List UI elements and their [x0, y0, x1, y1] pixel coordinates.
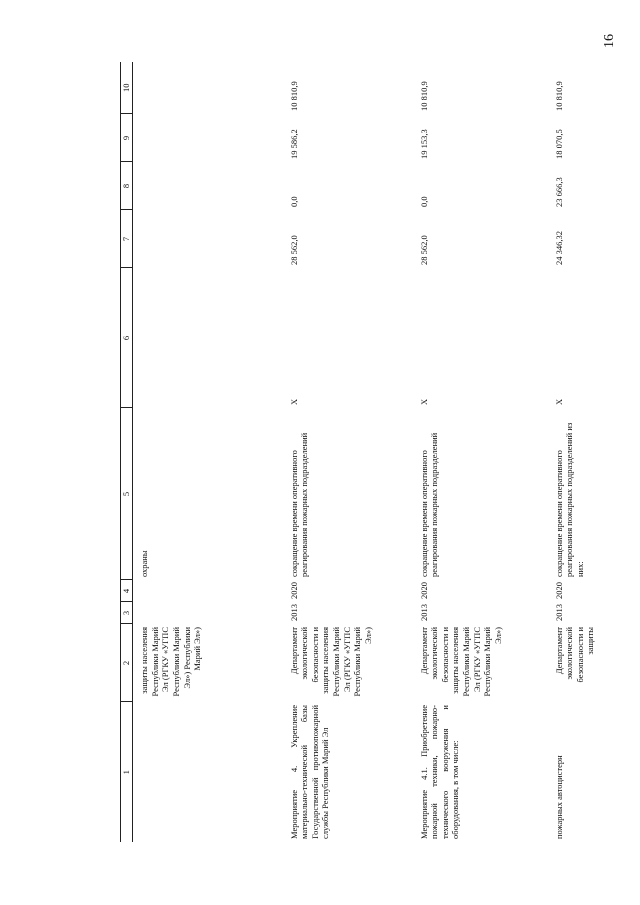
cell-value-10	[133, 62, 283, 114]
cell-value-8: 0,0	[288, 196, 299, 207]
table-row	[283, 62, 413, 842]
cell-indicator	[133, 268, 283, 408]
cell-executor: Департамент экологической безопасности и защиты	[553, 627, 596, 683]
cell-value-8: 23 666,3	[553, 177, 564, 207]
cell-end-year: 2020	[288, 582, 299, 599]
cell-value-8	[133, 162, 283, 210]
cell-value-9: 19 153,3	[418, 129, 429, 159]
cell-result: сокращение времени оперативного реагирования пожарных подразделений	[418, 432, 440, 577]
cell-indicator: X	[553, 398, 564, 405]
cell-result: сокращение времени оперативного реагирования пожарных подразделений	[288, 432, 310, 577]
cell-result: сокращение времени оперативного реагирования пожарных подразделений из них:	[553, 422, 585, 577]
cell-result: охраны	[139, 550, 149, 577]
cell-value-10: 10 810,9	[553, 81, 564, 111]
page-number: 16	[602, 34, 617, 48]
cell-executor: защиты населения Республики Марий Эл (РГКУ «УГПС Республики Марий Эл») Республики Марий Эл»)	[139, 627, 203, 697]
cell-activity: Мероприятие 4. Укрепление материально-технической базы Государственной противопожарной службы Республики Марий Эл	[288, 705, 331, 839]
cell-value-8: 0,0	[418, 196, 429, 207]
cell-end-year	[133, 580, 283, 602]
cell-activity	[133, 702, 283, 842]
header-row	[121, 62, 133, 842]
cell-start-year	[133, 602, 283, 624]
header-col-10: 10	[121, 62, 133, 114]
header-col-8: 8	[121, 162, 133, 210]
cell-activity: пожарных автоцистерн	[553, 755, 564, 839]
cell-value-7: 28 562,0	[418, 235, 429, 265]
header-col-9: 9	[121, 114, 133, 162]
header-col-1: 1	[121, 702, 133, 842]
header-col-4: 4	[121, 580, 133, 602]
cell-start-year: 2013	[418, 604, 429, 621]
cell-indicator: X	[418, 398, 429, 405]
cell-value-7: 28 562,0	[288, 235, 299, 265]
cell-value-7	[133, 210, 283, 268]
cell-value-7: 24 346,32	[553, 231, 564, 265]
cell-executor: Департамент экологической безопасности и защиты населения Республики Марий Эл (РГКУ «УГПС Республики Марий Эл»)	[288, 627, 373, 697]
program-table-grid	[120, 62, 618, 842]
cell-executor: Департамент экологической безопасности и защиты населения Республики Марий Эл (РГКУ «УГПС Республики Марий Эл»)	[418, 627, 503, 697]
cell-value-9: 18 070,5	[553, 129, 564, 159]
table-row	[133, 62, 283, 842]
cell-activity: Мероприятие 4.1. Приобретение пожарной техники, пожарно-технического вооружения и оборудования, в том числе:	[418, 705, 461, 839]
cell-indicator: X	[288, 398, 299, 405]
cell-end-year: 2020	[418, 582, 429, 599]
table-row	[413, 62, 548, 842]
cell-end-year: 2020	[553, 582, 564, 599]
header-col-7: 7	[121, 210, 133, 268]
program-table	[120, 62, 618, 842]
cell-start-year: 2013	[553, 604, 564, 621]
header-col-5: 5	[121, 408, 133, 580]
header-col-3: 3	[121, 602, 133, 624]
cell-value-10: 10 810,9	[418, 81, 429, 111]
header-col-2: 2	[121, 624, 133, 702]
cell-value-9: 19 586,2	[288, 129, 299, 159]
header-col-6: 6	[121, 268, 133, 408]
cell-value-10: 10 810,9	[288, 81, 299, 111]
cell-value-9	[133, 114, 283, 162]
table-row	[548, 62, 618, 842]
cell-start-year: 2013	[288, 604, 299, 621]
